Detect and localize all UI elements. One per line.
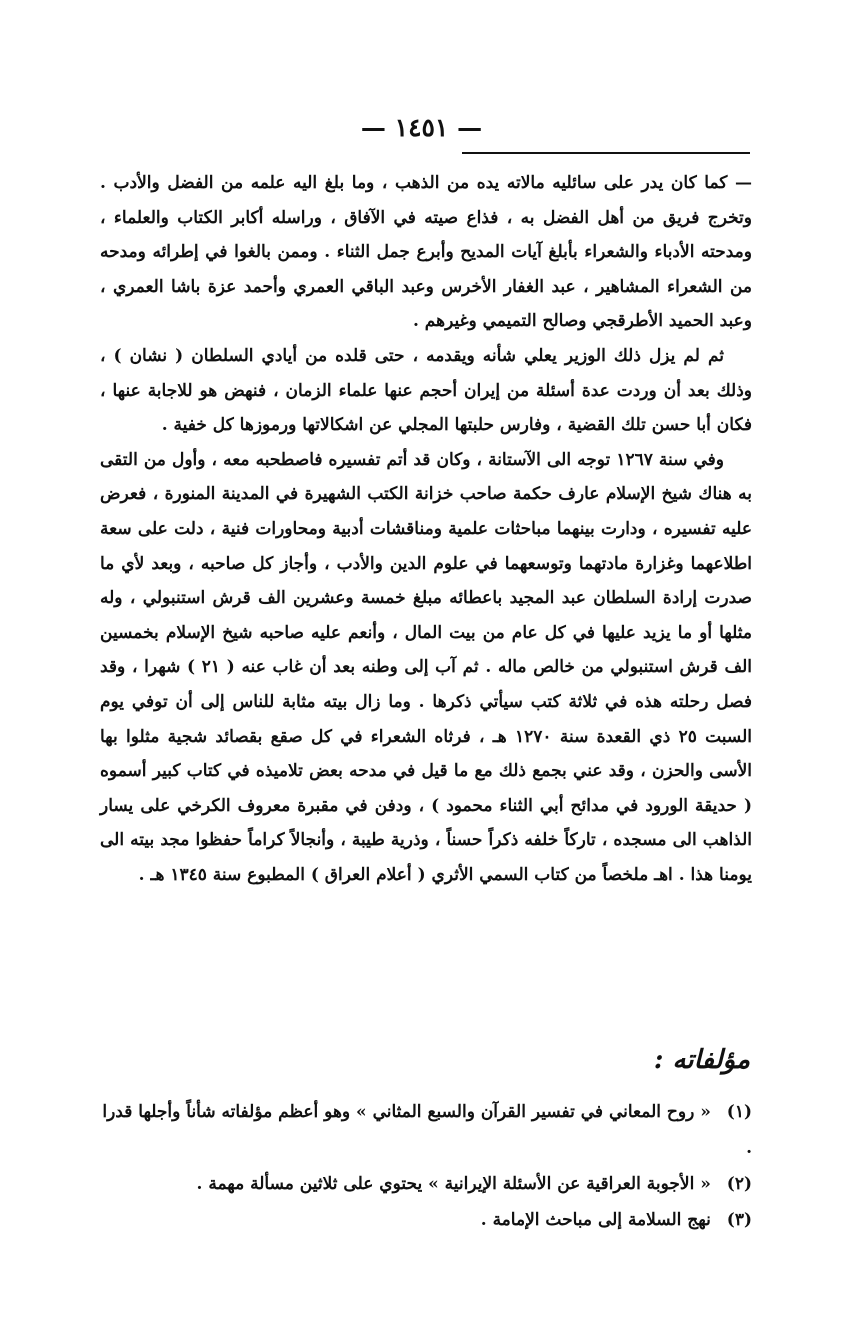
works-list (100, 1094, 752, 1238)
list-item (100, 1202, 752, 1238)
item-number: (١) (726, 1102, 752, 1122)
item-number: (٢) (726, 1174, 752, 1194)
paragraph-journey: وفي سنة ١٢٦٧ توجه الى الآستانة ، وكان قد أتم تفسيره فاصطحبه معه ، وأول من التقى به هناك شيخ الإسلام عارف حكمة صاحب خزانة الكتب الشهيرة في المدينة المنورة ، فعرض عليه تفسيره ، ودارت بينهما مباحثات علمية ومناقشات أدبية ومحاورات فنية ، دلت على سعة اطلاعهما وغزارة مادتهما وتوسعهما في علوم الدين والأدب ، وأجاز كل صاحبه ، وبعد لأي ما صدرت إرادة السلطان عبد المجيد باعطائه مبلغ خمسة وعشرين الف قرش استنبولي ، وله مثلها أو ما يزيد عليها في كل عام من بيت المال ، وأنعم عليه صاحبه شيخ الإسلام بخمسين الف قرش استنبولي من خالص ماله . ثم آب إلى وطنه بعد أن غاب عنه ( ٢١ ) شهرا ، وقد فصل رحلته هذه في ثلاثة كتب سيأتي ذكرها . وما زال بيته مثابة للناس إلى أن توفي يوم السبت ٢٥ ذي القعدة سنة ١٢٧٠ هـ ، فرثاه الشعراء في كل صقع بقصائد شجية مثلوا بها الأسى والحزن ، وقد عني بجمع ذلك مع ما قيل في مدحه بعض تلاميذه في كتاب كبير أسموه ( حديقة الورود في مدائح أبي الثناء محمود ) ، ودفن في مقبرة معروف الكرخي على يسار الذاهب الى مسجده ، تاركاً خلفه ذكراً حسناً ، وذرية طيبة ، وأنجالاً كراماً حفظوا مجد بيته الى يومنا هذا . اهـ ملخصاً من كتاب السمي الأثري ( أعلام العراق ) المطبوع سنة ١٣٤٥ هـ . (100, 449, 752, 885)
item-number: (٣) (726, 1210, 752, 1230)
header-rule (462, 152, 750, 154)
item-text: نهج السلامة إلى مباحث الإمامة . (480, 1210, 711, 1230)
list-item (100, 1094, 752, 1166)
list-item (100, 1166, 752, 1202)
works-heading: مؤلفاته : (653, 1045, 750, 1075)
biography-text (100, 166, 752, 892)
paragraph-minister: ثم لم يزل ذلك الوزير يعلي شأنه ويقدمه ، حتى قلده من أيادي السلطان ( نشان ) ، وذلك بعد أن وردت عدة أسئلة من إيران أحجم عنها علماء الزمان ، فنهض هو للاجابة عنها ، فكان أبا حسن تلك القضية ، وفارس حلبتها المجلي عن اشكالاتها ورموزها كل خفية . (100, 345, 752, 436)
paragraph-continuation: — كما كان يدر على سائليه مالاته يده من الذهب ، وما بلغ اليه علمه من الفضل والأدب . وتخرج فريق من أهل الفضل به ، فذاع صيته في الآفاق ، وراسله أكابر الكتاب والعلماء ، ومدحته الأدباء والشعراء بأبلغ آيات المديح وأبرع جمل الثناء . وممن بالغوا في إطرائه ومدحه من الشعراء المشاهير ، عبد الغفار الأخرس وعبد الباقي العمري وأحمد عزة باشا العمري ، وعبد الحميد الأطرقجي وصالح التميمي وغيرهم . (100, 173, 752, 332)
item-text: « روح المعاني في تفسير القرآن والسبع المثاني » وهو أعظم مؤلفاته شأناً وأجلها قدرا . (102, 1102, 752, 1158)
page-number: — ١٤٥١ — (360, 113, 483, 142)
item-text: « الأجوبة العراقية عن الأسئلة الإيرانية » يحتوي على ثلاثين مسألة مهمة . (196, 1174, 711, 1194)
